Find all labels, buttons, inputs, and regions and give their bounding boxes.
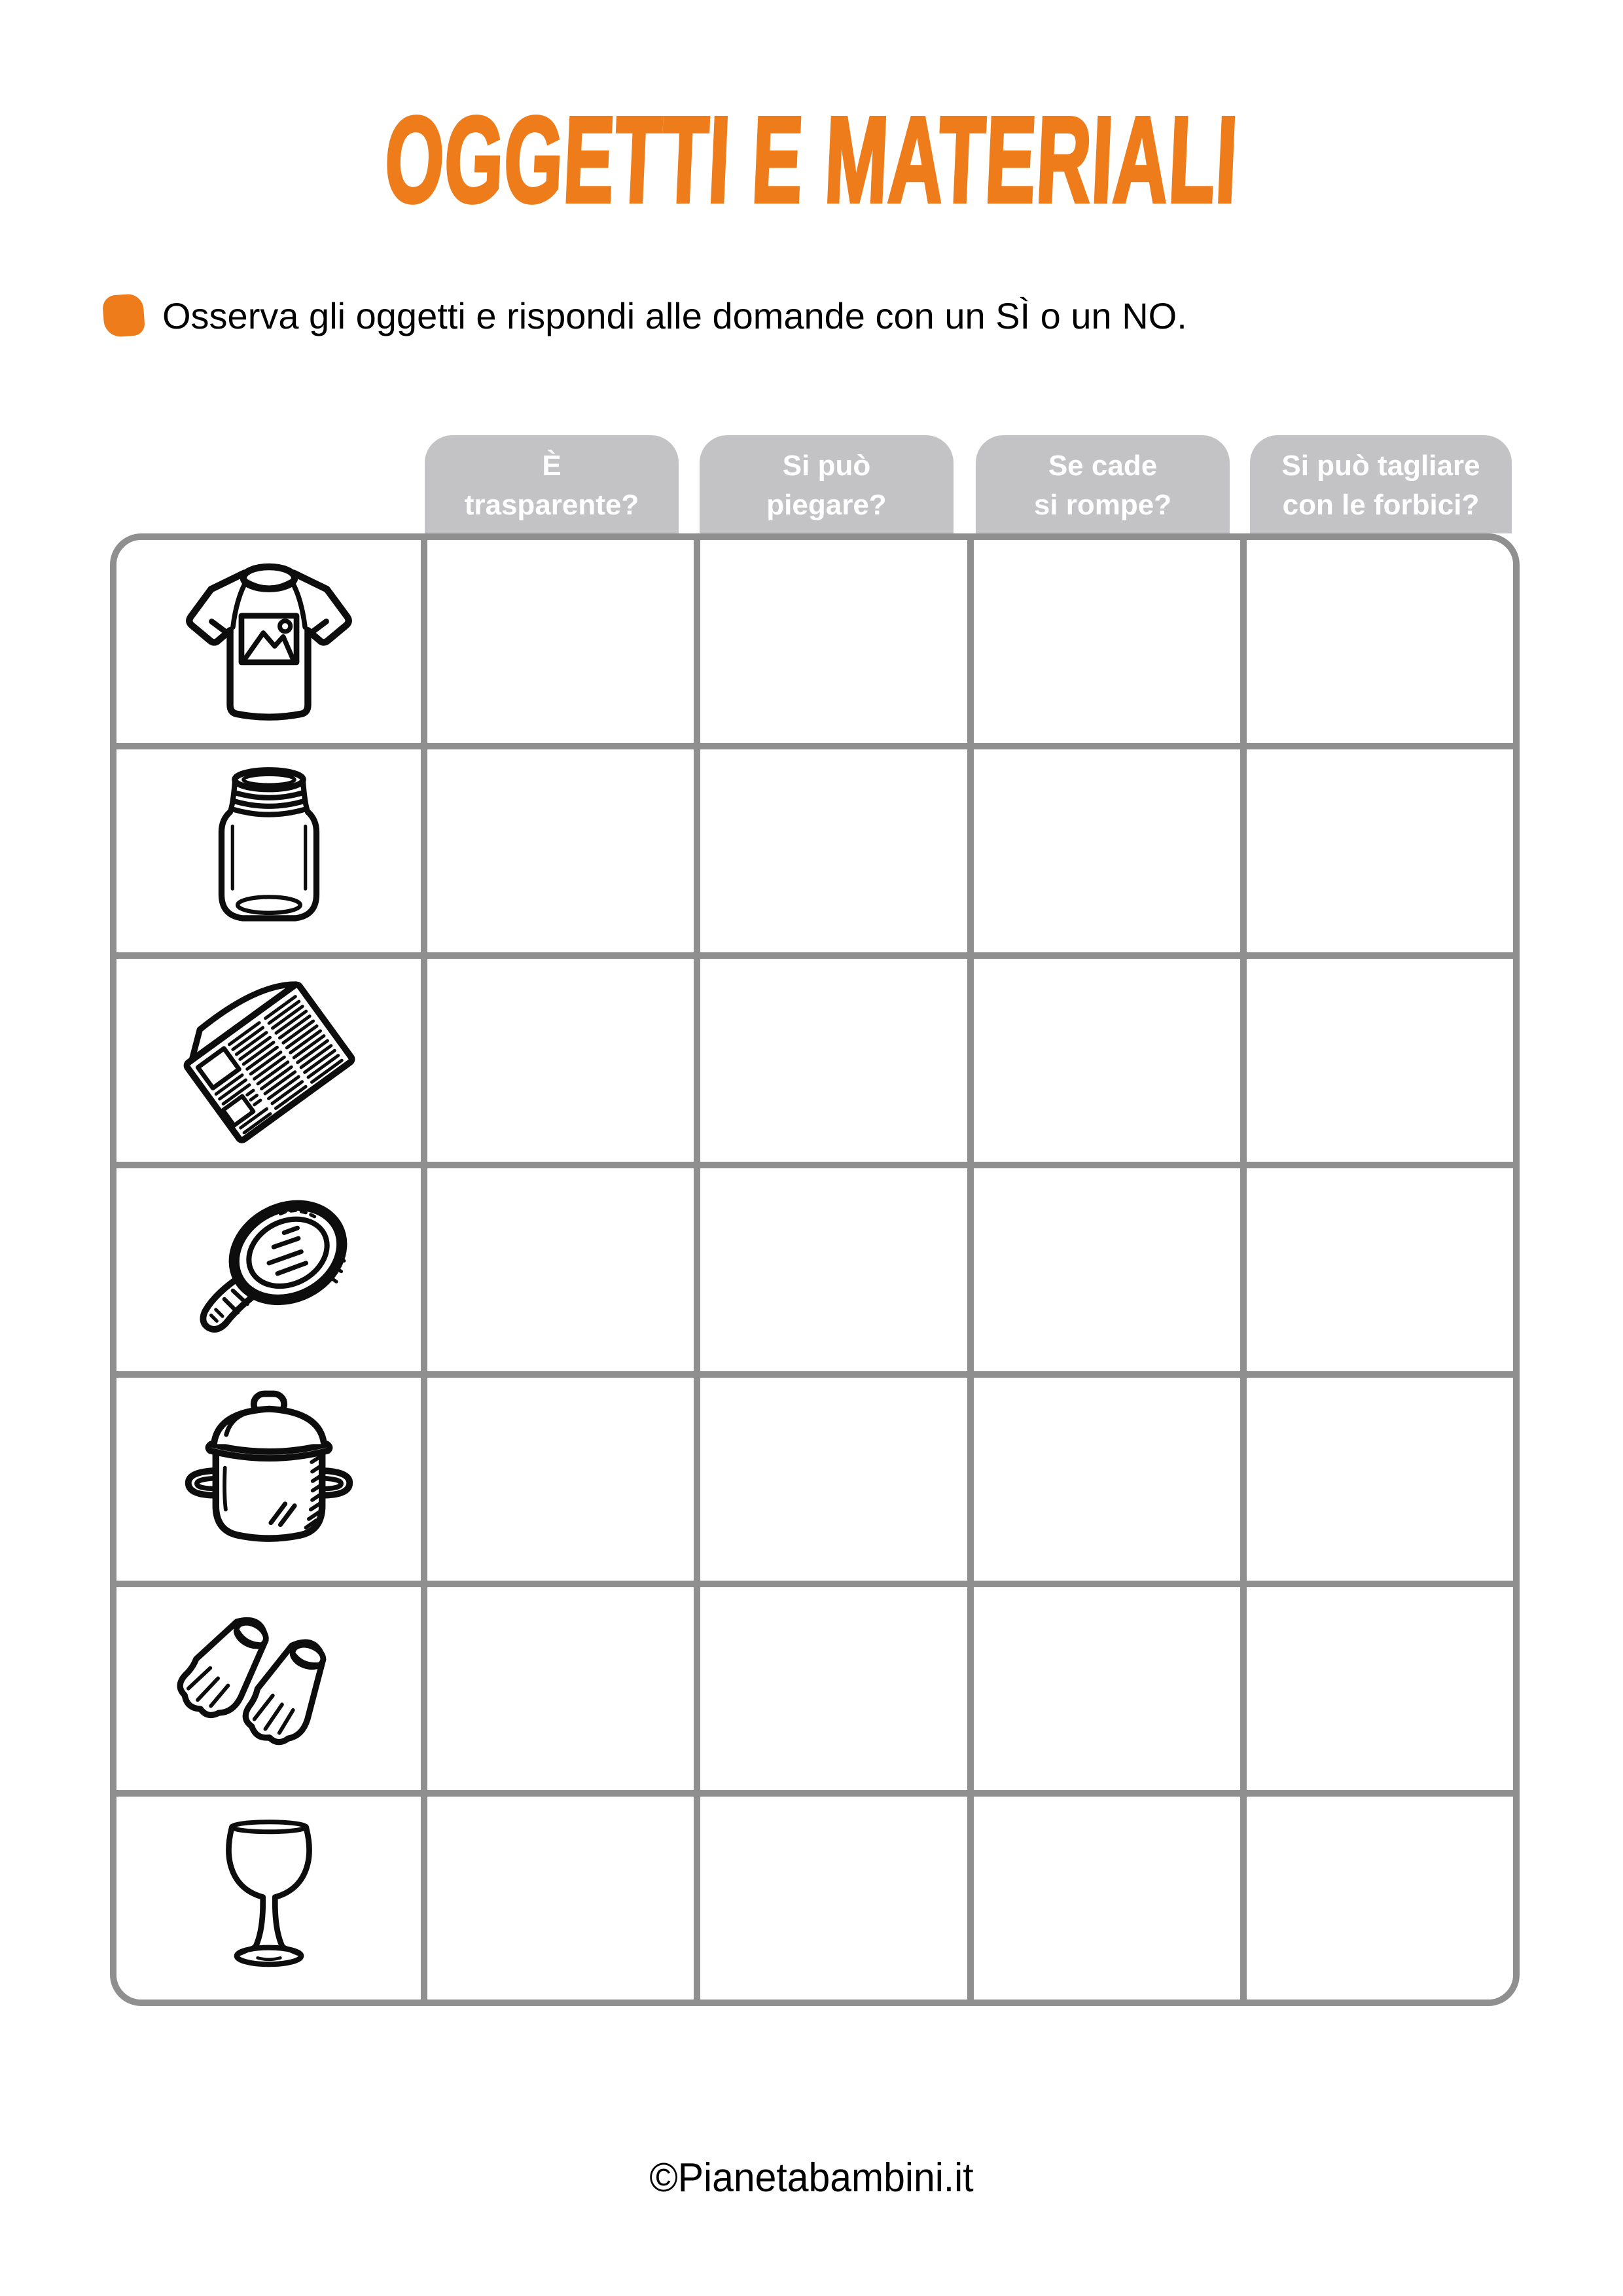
answer-cell[interactable] (421, 1168, 694, 1371)
wine-glass-icon (164, 1803, 374, 1993)
column-header-line: con le forbici? (1282, 489, 1480, 521)
table-row (116, 540, 1513, 743)
footer-credit: ©Pianetabambini.it (649, 2155, 974, 2200)
table-row (116, 952, 1513, 1162)
column-header-line: piegare? (766, 489, 887, 521)
column-header-line: Si può (782, 450, 871, 482)
glass-jar-icon (164, 756, 374, 946)
answer-cell[interactable] (967, 959, 1240, 1162)
answer-cell[interactable] (967, 1587, 1240, 1790)
tshirt-icon (164, 547, 374, 736)
object-cell-fins (116, 1587, 421, 1790)
orange-bullet-icon (102, 293, 145, 338)
table-row (116, 1162, 1513, 1371)
column-header-line: Se cade (1048, 450, 1158, 482)
instruction-text: Osserva gli oggetti e rispondi alle domande con un SÌ o un NO. (162, 295, 1187, 336)
answer-cell[interactable] (967, 1378, 1240, 1581)
object-cell-pot (116, 1378, 421, 1581)
answer-cell[interactable] (421, 1797, 694, 2000)
column-header-forbici (1250, 435, 1512, 533)
answer-cell[interactable] (1240, 749, 1513, 952)
column-header-piegare (700, 435, 954, 533)
column-header-line: Si può tagliare (1281, 450, 1480, 482)
table-row (116, 1790, 1513, 2000)
answer-cell[interactable] (967, 749, 1240, 952)
object-cell-jar (116, 749, 421, 952)
instruction-row (103, 288, 1187, 343)
answer-cell[interactable] (421, 1587, 694, 1790)
object-cell-tshirt (116, 540, 421, 743)
table-row (116, 1581, 1513, 1790)
hand-mirror-icon (164, 1175, 374, 1365)
column-header-line: È (542, 450, 562, 482)
answer-cell[interactable] (694, 749, 967, 952)
answer-cell[interactable] (694, 1587, 967, 1790)
answer-cell[interactable] (1240, 1587, 1513, 1790)
swim-fins-icon (164, 1594, 374, 1784)
answer-cell[interactable] (421, 1378, 694, 1581)
answer-cell[interactable] (1240, 1797, 1513, 2000)
answers-table (110, 533, 1520, 2006)
column-header-trasparente (425, 435, 679, 533)
column-header-line: trasparente? (464, 489, 639, 521)
answer-cell[interactable] (967, 540, 1240, 743)
answer-cell[interactable] (1240, 959, 1513, 1162)
answer-cell[interactable] (1240, 1168, 1513, 1371)
answer-cell[interactable] (967, 1168, 1240, 1371)
column-header-rompe (976, 435, 1230, 533)
answer-cell[interactable] (967, 1797, 1240, 2000)
newspaper-icon (164, 965, 374, 1155)
object-cell-glass (116, 1797, 421, 2000)
answer-cell[interactable] (1240, 540, 1513, 743)
object-cell-mirror (116, 1168, 421, 1371)
column-header-line: si rompe? (1033, 489, 1172, 521)
answer-cell[interactable] (421, 540, 694, 743)
answer-cell[interactable] (694, 959, 967, 1162)
page-title: OGGETTI E MATERIALI (382, 92, 1241, 228)
answer-cell[interactable] (1240, 1378, 1513, 1581)
answer-cell[interactable] (421, 749, 694, 952)
answer-cell[interactable] (694, 1168, 967, 1371)
answer-cell[interactable] (694, 540, 967, 743)
object-cell-newspaper (116, 959, 421, 1162)
table-row (116, 1371, 1513, 1581)
answer-cell[interactable] (694, 1378, 967, 1581)
table-row (116, 743, 1513, 952)
answer-cell[interactable] (694, 1797, 967, 2000)
answer-cell[interactable] (421, 959, 694, 1162)
cooking-pot-icon (164, 1384, 374, 1574)
